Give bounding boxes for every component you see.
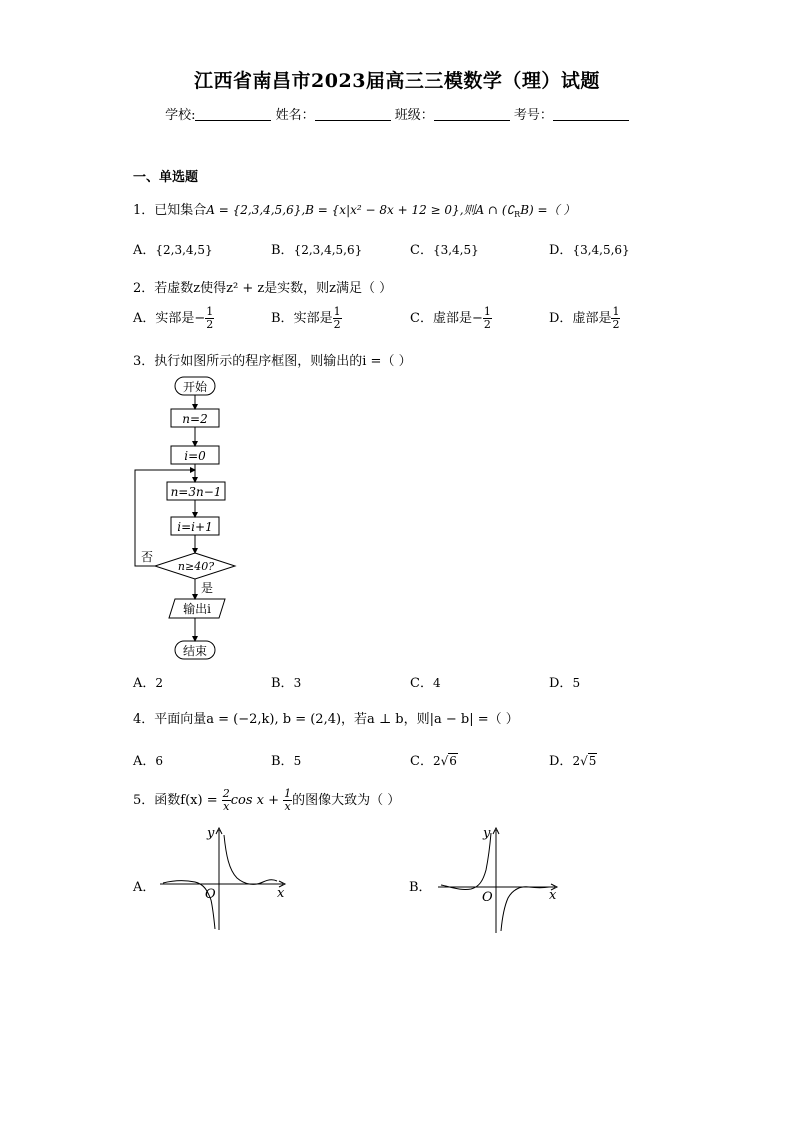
school-blank[interactable] bbox=[195, 108, 271, 121]
page-title: 江西省南昌市2023届高三三模数学（理）试题 bbox=[194, 70, 600, 92]
exam-no-label: 考号： bbox=[513, 108, 553, 123]
q1-set-a: A = {2,3,4,5,6} bbox=[206, 203, 302, 217]
q2-option-a[interactable]: A．实部是− $\frac{1}{2}$ bbox=[133, 305, 214, 331]
question-1 bbox=[133, 199, 575, 219]
flow-cond-text: n≥40? bbox=[177, 560, 215, 573]
flow-output-text: 输出i bbox=[183, 602, 211, 616]
flow-i-init-text: i=0 bbox=[184, 449, 206, 463]
question-4: 4．平面向量a = (−2,k), b = (2,4)，若a ⊥ b，则|a − b| =（ ） bbox=[133, 712, 519, 727]
q1-option-a[interactable]: A．{2,3,4,5} bbox=[133, 243, 213, 258]
q1-subscript-r: R bbox=[514, 210, 521, 219]
graph-a-y-label: y bbox=[207, 826, 215, 841]
q1-tail2: B) =（ ） bbox=[520, 203, 576, 217]
q4-option-b[interactable]: B．5 bbox=[271, 754, 302, 769]
graph-a-origin: O bbox=[205, 887, 216, 902]
graph-a-curve-right bbox=[224, 835, 277, 884]
graph-a-x-label: x bbox=[277, 886, 285, 901]
q1-tail: ,则A ∩ (∁ bbox=[459, 203, 515, 217]
graph-b-origin: O bbox=[482, 890, 493, 905]
graph-b-y-label: y bbox=[483, 826, 491, 841]
flowchart bbox=[125, 372, 255, 664]
flow-n-init-text: n=2 bbox=[182, 412, 208, 426]
q2-option-c[interactable]: C．虚部是− $\frac{1}{2}$ bbox=[410, 305, 491, 331]
q2-option-d[interactable]: D．虚部是 $\frac{1}{2}$ bbox=[549, 305, 620, 331]
flow-end-text: 结束 bbox=[182, 644, 208, 658]
flow-n-update-text: n=3n−1 bbox=[170, 485, 222, 499]
q5-graph-b[interactable] bbox=[433, 825, 568, 935]
student-info-line bbox=[0, 104, 794, 123]
q1-option-d[interactable]: D．{3,4,5,6} bbox=[549, 243, 630, 258]
q1-option-c[interactable]: C．{3,4,5} bbox=[410, 243, 479, 258]
q5-option-a-label[interactable]: A． bbox=[133, 880, 156, 895]
q5-graph-a[interactable] bbox=[155, 825, 290, 935]
name-blank[interactable] bbox=[315, 108, 391, 121]
q3-option-a[interactable]: A．2 bbox=[133, 676, 164, 691]
q2-option-b[interactable]: B．实部是 $\frac{1}{2}$ bbox=[271, 305, 341, 331]
q4-option-d[interactable]: D．2√5 bbox=[549, 754, 597, 769]
class-blank[interactable] bbox=[434, 108, 510, 121]
graph-b-x-label: x bbox=[549, 888, 557, 903]
q3-option-d[interactable]: D．5 bbox=[549, 676, 581, 691]
flow-start-text: 开始 bbox=[182, 380, 208, 394]
flow-i-update-text: i=i+1 bbox=[177, 520, 213, 534]
q3-option-c[interactable]: C．4 bbox=[410, 676, 441, 691]
exam-no-blank[interactable] bbox=[553, 108, 629, 121]
flow-no-label: 否 bbox=[140, 550, 154, 564]
question-2: 2．若虚数z使得z² + z是实数，则z满足（ ） bbox=[133, 281, 393, 296]
school-label: 学校: bbox=[165, 108, 196, 123]
graph-b-curve-left bbox=[441, 833, 491, 890]
q3-option-b[interactable]: B．3 bbox=[271, 676, 302, 691]
q1-set-b: ,B = {x|x² − 8x + 12 ≥ 0} bbox=[301, 203, 460, 217]
question-3: 3．执行如图所示的程序框图，则输出的i =（ ） bbox=[133, 354, 412, 369]
q4-option-c[interactable]: C．2√6 bbox=[410, 754, 457, 769]
graph-b-curve-right bbox=[501, 887, 549, 931]
question-5: 5．函数f(x) = $\frac{2}{x}$ cos x + $\frac{1}{x}$ 的图像大致为（ ） bbox=[133, 787, 401, 813]
q4-option-a[interactable]: A．6 bbox=[133, 754, 164, 769]
name-label: 姓名： bbox=[275, 108, 315, 123]
section-heading: 一、单选题 bbox=[133, 170, 199, 185]
class-label: 班级： bbox=[394, 108, 434, 123]
flow-yes-label: 是 bbox=[200, 581, 214, 595]
q1-option-b[interactable]: B．{2,3,4,5,6} bbox=[271, 243, 363, 258]
q1-stem: 1．已知集合 bbox=[133, 203, 207, 218]
q5-option-b-label[interactable]: B． bbox=[409, 880, 432, 895]
